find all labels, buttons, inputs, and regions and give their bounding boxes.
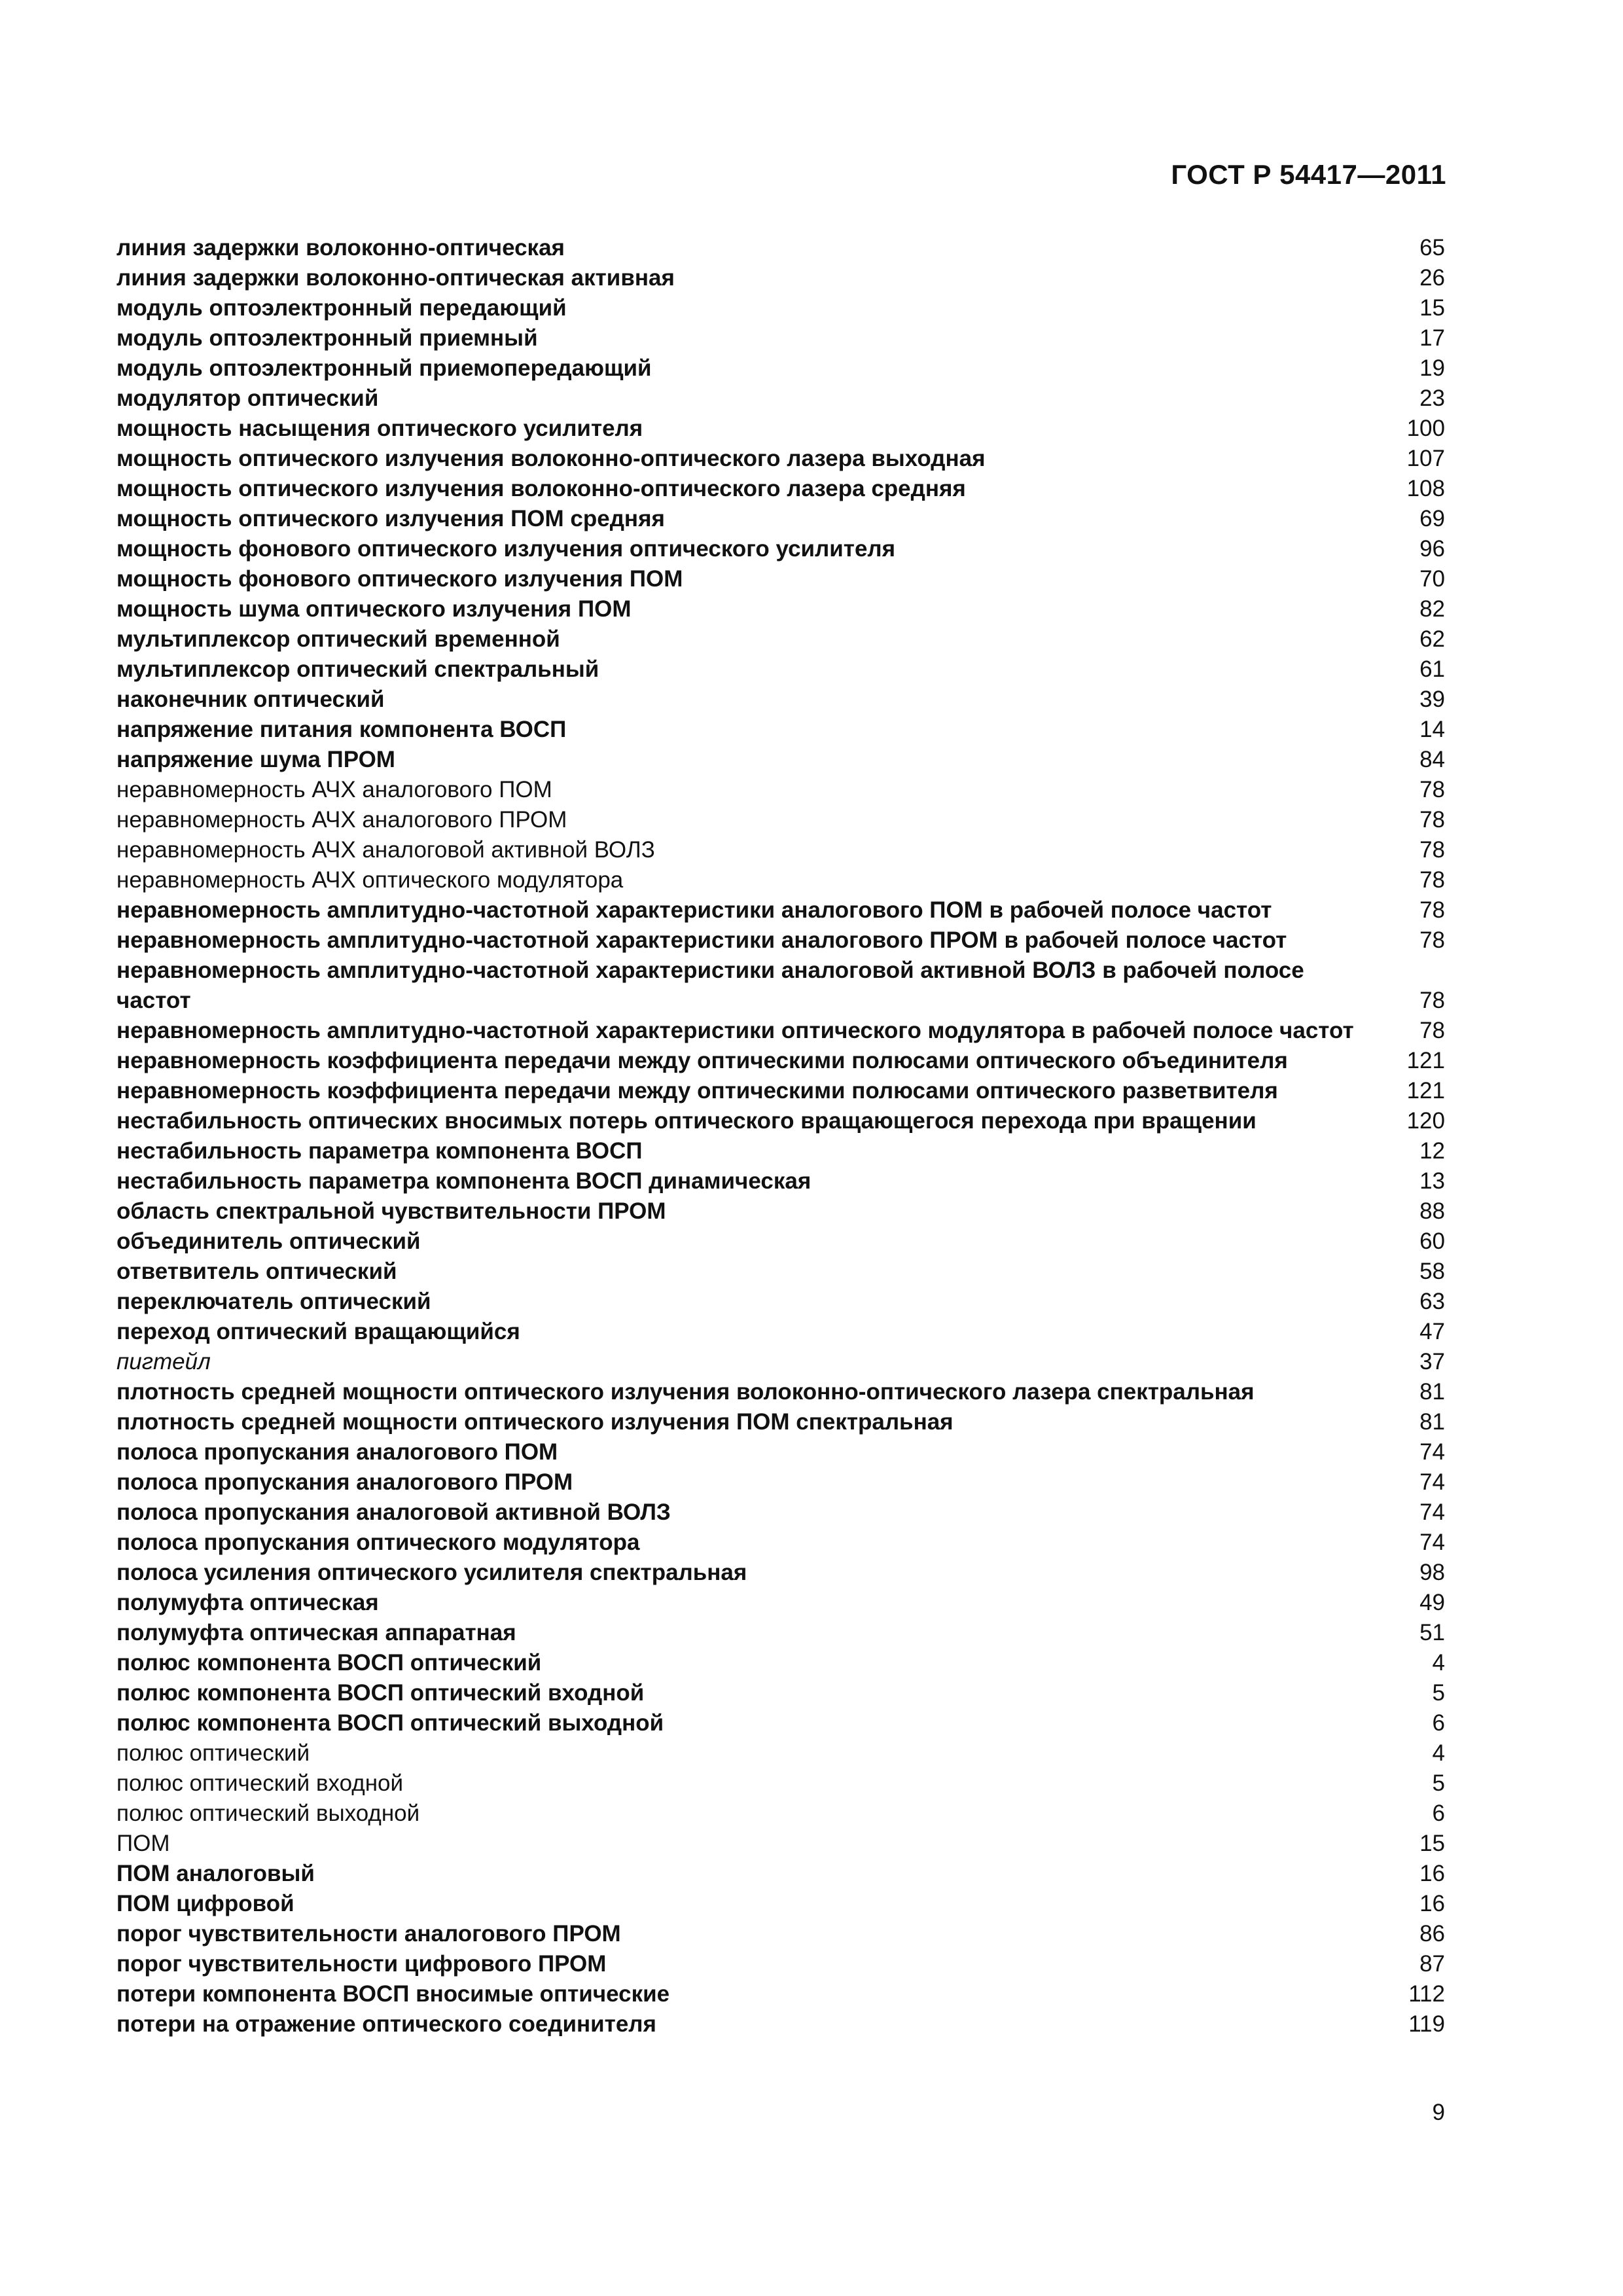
index-entry <box>116 1136 1445 1166</box>
index-entry <box>116 1708 1445 1738</box>
index-entry <box>116 2009 1445 2039</box>
index-entry-term: область спектральной чувствительности ПРОМ <box>116 1198 666 1224</box>
index-entry-page: 78 <box>1419 988 1445 1013</box>
index-entry <box>116 414 1445 444</box>
index-entry-page: 23 <box>1419 386 1445 411</box>
index-entry-term: полумуфта оптическая <box>116 1590 379 1615</box>
index-entry-term: порог чувствительности цифрового ПРОМ <box>116 1951 607 1977</box>
index-entry <box>116 685 1445 715</box>
index-entry <box>116 564 1445 594</box>
index-entry <box>116 1558 1445 1588</box>
index-entry-page: 39 <box>1419 687 1445 712</box>
index-entry <box>116 624 1445 655</box>
index-entry-page: 121 <box>1406 1078 1445 1103</box>
index-entry-page: 6 <box>1432 1801 1445 1826</box>
index-entry <box>116 353 1445 384</box>
index-entry-page: 74 <box>1419 1499 1445 1525</box>
index-entry <box>116 1347 1445 1377</box>
index-entry <box>116 1949 1445 1979</box>
index-entry <box>116 293 1445 323</box>
index-entry <box>116 1829 1445 1859</box>
index-entry-page: 78 <box>1419 897 1445 923</box>
index-entry-term: полоса усиления оптического усилителя спектральная <box>116 1560 747 1585</box>
index-entry <box>116 1648 1445 1678</box>
index-entry-page: 87 <box>1419 1951 1445 1977</box>
index-entry-page: 69 <box>1419 506 1445 531</box>
index-entry-page: 49 <box>1419 1590 1445 1615</box>
index-entry-page: 81 <box>1419 1409 1445 1435</box>
index-entry-page: 5 <box>1432 1770 1445 1796</box>
index-entry-page: 74 <box>1419 1439 1445 1465</box>
index-entry <box>116 835 1445 865</box>
index-entry <box>116 1678 1445 1708</box>
index-entry-page: 86 <box>1419 1921 1445 1946</box>
index-entry-page: 26 <box>1419 265 1445 291</box>
index-entry <box>116 1498 1445 1528</box>
index-entry <box>116 444 1445 474</box>
index-entry-term: мощность оптического излучения ПОМ средняя <box>116 506 665 531</box>
index-entry <box>116 895 1445 925</box>
index-entry-page: 61 <box>1419 656 1445 682</box>
index-entry-term: неравномерность АЧХ аналогового ПОМ <box>116 777 552 802</box>
index-entry-page: 121 <box>1406 1048 1445 1073</box>
index-entry-page: 78 <box>1419 777 1445 802</box>
index-entry <box>116 1257 1445 1287</box>
index-entry-term: переключатель оптический <box>116 1289 431 1314</box>
index-entry-term: неравномерность АЧХ аналогового ПРОМ <box>116 807 567 833</box>
index-entry-page: 4 <box>1432 1740 1445 1766</box>
index-entry <box>116 1076 1445 1106</box>
index-entry-page: 51 <box>1419 1620 1445 1645</box>
index-entry <box>116 1317 1445 1347</box>
index-entry-term: мощность оптического излучения волоконно-оптического лазера средняя <box>116 476 966 501</box>
index-entry <box>116 534 1445 564</box>
index-entry-page: 63 <box>1419 1289 1445 1314</box>
index-entry <box>116 1287 1445 1317</box>
index-entry <box>116 1016 1445 1046</box>
index-entry-page: 74 <box>1419 1530 1445 1555</box>
index-entry-term: ПОМ <box>116 1831 170 1856</box>
index-entry-term: неравномерность коэффициента передачи между оптическими полюсами оптического разветвителя <box>116 1078 1278 1103</box>
index-entry-term: полоса пропускания аналогового ПОМ <box>116 1439 558 1465</box>
document-code-header: ГОСТ Р 54417—2011 <box>1171 159 1446 190</box>
index-entry-term: потери компонента ВОСП вносимые оптические <box>116 1981 670 2007</box>
index-entry-page: 108 <box>1406 476 1445 501</box>
index-entry <box>116 775 1445 805</box>
index-entry-page: 78 <box>1419 807 1445 833</box>
index-entry-page: 15 <box>1419 295 1445 321</box>
index-entry <box>116 1889 1445 1919</box>
index-entry-term: мультиплексор оптический спектральный <box>116 656 599 682</box>
index-entry-term: модуль оптоэлектронный приемопередающий <box>116 355 652 381</box>
index-entry-page: 62 <box>1419 626 1445 652</box>
index-entry-page: 15 <box>1419 1831 1445 1856</box>
index-entry <box>116 1166 1445 1196</box>
index-entry-term: наконечник оптический <box>116 687 385 712</box>
index-entry <box>116 1106 1445 1136</box>
index-entry-page: 88 <box>1419 1198 1445 1224</box>
index-entry-term: нестабильность параметра компонента ВОСП <box>116 1138 643 1164</box>
index-entry-page: 14 <box>1419 717 1445 742</box>
index-entry-term: мультиплексор оптический временной <box>116 626 560 652</box>
index-entry-term: плотность средней мощности оптического излучения волоконно-оптического лазера спектральная <box>116 1379 1255 1405</box>
index-entry-page: 6 <box>1432 1710 1445 1736</box>
index-entry-page: 16 <box>1419 1891 1445 1916</box>
index-entry-term: полюс компонента ВОСП оптический выходной <box>116 1710 664 1736</box>
index-entry-term: пигтейл <box>116 1349 211 1374</box>
index-entry <box>116 504 1445 534</box>
index-entry-page: 47 <box>1419 1319 1445 1344</box>
term-index-list <box>116 233 1445 2039</box>
index-entry <box>116 474 1445 504</box>
index-entry <box>116 1979 1445 2009</box>
index-entry-term: неравномерность АЧХ оптического модулятора <box>116 867 624 893</box>
index-entry-term: мощность фонового оптического излучения оптического усилителя <box>116 536 896 562</box>
index-entry-term: полюс компонента ВОСП оптический <box>116 1650 542 1676</box>
index-entry-page: 82 <box>1419 596 1445 622</box>
index-entry-term: полюс оптический <box>116 1740 310 1766</box>
index-entry <box>116 1227 1445 1257</box>
index-entry <box>116 1859 1445 1889</box>
index-entry-term: неравномерность амплитудно-частотной характеристики оптического модулятора в рабочей полосе частот <box>116 1018 1354 1043</box>
index-entry-page: 13 <box>1419 1168 1445 1194</box>
index-entry-page: 12 <box>1419 1138 1445 1164</box>
index-entry <box>116 1196 1445 1227</box>
index-entry-term: мощность шума оптического излучения ПОМ <box>116 596 632 622</box>
index-entry-term: потери на отражение оптического соединителя <box>116 2011 656 2037</box>
index-entry <box>116 1377 1445 1407</box>
index-entry-term: модуль оптоэлектронный приемный <box>116 325 538 351</box>
index-entry-term: напряжение шума ПРОМ <box>116 747 395 772</box>
index-entry-term: плотность средней мощности оптического излучения ПОМ спектральная <box>116 1409 954 1435</box>
index-entry-page: 96 <box>1419 536 1445 562</box>
index-entry-term: ответвитель оптический <box>116 1259 397 1284</box>
index-entry-page: 78 <box>1419 837 1445 863</box>
index-entry-page: 16 <box>1419 1861 1445 1886</box>
index-entry <box>116 925 1445 956</box>
index-entry-page: 107 <box>1406 446 1445 471</box>
index-entry <box>116 1046 1445 1076</box>
index-entry-term: ПОМ цифровой <box>116 1891 294 1916</box>
index-entry <box>116 655 1445 685</box>
index-entry-term: нестабильность параметра компонента ВОСП динамическая <box>116 1168 812 1194</box>
index-entry-term: мощность фонового оптического излучения ПОМ <box>116 566 683 592</box>
index-entry-page: 65 <box>1419 235 1445 260</box>
index-entry <box>116 323 1445 353</box>
index-entry <box>116 1799 1445 1829</box>
index-entry <box>116 1407 1445 1437</box>
index-entry-term: нестабильность оптических вносимых потерь оптического вращающегося перехода при вращении <box>116 1108 1257 1134</box>
index-entry <box>116 263 1445 293</box>
index-entry-page: 78 <box>1419 1018 1445 1043</box>
index-entry-page: 84 <box>1419 747 1445 772</box>
index-entry-term: напряжение питания компонента ВОСП <box>116 717 567 742</box>
index-entry <box>116 1919 1445 1949</box>
index-entry-term: полюс компонента ВОСП оптический входной <box>116 1680 645 1706</box>
index-entry <box>116 1437 1445 1467</box>
index-entry-page: 19 <box>1419 355 1445 381</box>
index-entry-term: неравномерность амплитудно-частотной характеристики аналогового ПОМ в рабочей полосе частот <box>116 897 1272 923</box>
index-entry-page: 78 <box>1419 927 1445 953</box>
index-entry-term: неравномерность амплитудно-частотной характеристики аналогового ПРОМ в рабочей полосе частот <box>116 927 1287 953</box>
index-entry <box>116 1738 1445 1768</box>
index-entry-term: полоса пропускания оптического модулятора <box>116 1530 640 1555</box>
index-entry-term: линия задержки волоконно-оптическая активная <box>116 265 675 291</box>
index-entry-term: объединитель оптический <box>116 1229 421 1254</box>
index-entry-term: полюс оптический выходной <box>116 1801 420 1826</box>
index-entry-term: неравномерность коэффициента передачи между оптическими полюсами оптического объединителя <box>116 1048 1288 1073</box>
index-entry-term: ПОМ аналоговый <box>116 1861 315 1886</box>
index-entry-term: неравномерность АЧХ аналоговой активной ВОЛЗ <box>116 837 655 863</box>
index-entry-term: полюс оптический входной <box>116 1770 404 1796</box>
index-entry-page: 119 <box>1408 2011 1445 2037</box>
index-entry-page: 17 <box>1419 325 1445 351</box>
index-entry-term: полоса пропускания аналогового ПРОМ <box>116 1469 573 1495</box>
index-entry-page: 74 <box>1419 1469 1445 1495</box>
index-entry-page: 70 <box>1419 566 1445 592</box>
index-entry-term: модулятор оптический <box>116 386 379 411</box>
index-entry <box>116 715 1445 745</box>
index-entry <box>116 1528 1445 1558</box>
index-entry <box>116 865 1445 895</box>
index-entry <box>116 956 1445 1016</box>
index-entry <box>116 805 1445 835</box>
index-entry-term: модуль оптоэлектронный передающий <box>116 295 567 321</box>
index-entry-page: 37 <box>1419 1349 1445 1374</box>
index-entry <box>116 384 1445 414</box>
index-entry-page: 98 <box>1419 1560 1445 1585</box>
index-entry-page: 112 <box>1408 1981 1445 2007</box>
index-entry-term: линия задержки волоконно-оптическая <box>116 235 565 260</box>
index-entry-page: 100 <box>1406 416 1445 441</box>
index-entry <box>116 1467 1445 1498</box>
index-entry <box>116 1768 1445 1799</box>
index-entry-term: переход оптический вращающийся <box>116 1319 520 1344</box>
index-entry-term: полоса пропускания аналоговой активной ВОЛЗ <box>116 1499 671 1525</box>
index-entry <box>116 1618 1445 1648</box>
page-number: 9 <box>1432 2100 1445 2125</box>
index-entry <box>116 594 1445 624</box>
index-entry-page: 120 <box>1406 1108 1445 1134</box>
index-entry-page: 58 <box>1419 1259 1445 1284</box>
index-entry-term: полумуфта оптическая аппаратная <box>116 1620 516 1645</box>
index-entry-page: 81 <box>1419 1379 1445 1405</box>
index-entry-page: 78 <box>1419 867 1445 893</box>
index-entry-page: 5 <box>1432 1680 1445 1706</box>
index-entry-term: порог чувствительности аналогового ПРОМ <box>116 1921 621 1946</box>
index-entry-term: неравномерность амплитудно-частотной характеристики аналоговой активной ВОЛЗ в рабочей полосе частот <box>116 958 1304 1013</box>
index-entry <box>116 1588 1445 1618</box>
index-entry-page: 60 <box>1419 1229 1445 1254</box>
index-entry <box>116 745 1445 775</box>
index-entry <box>116 233 1445 263</box>
index-entry-term: мощность насыщения оптического усилителя <box>116 416 643 441</box>
index-entry-term: мощность оптического излучения волоконно-оптического лазера выходная <box>116 446 986 471</box>
index-entry-page: 4 <box>1432 1650 1445 1676</box>
